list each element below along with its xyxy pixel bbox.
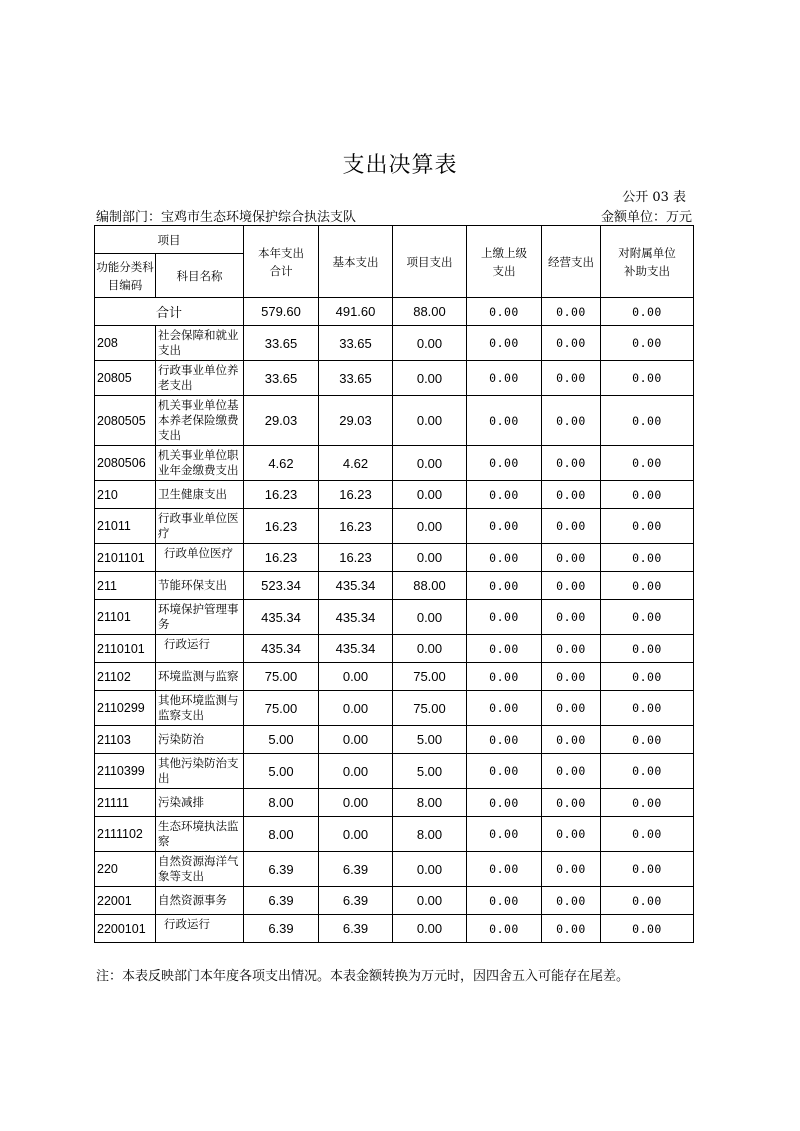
row-value: 0.00: [319, 754, 393, 789]
department-label: 编制部门：宝鸡市生态环境保护综合执法支队: [96, 210, 357, 225]
row-value: 0.00: [393, 446, 467, 481]
row-value: 29.03: [244, 396, 319, 446]
row-value: 435.34: [244, 635, 319, 663]
header-subsidy: [601, 226, 694, 298]
row-value: 16.23: [319, 481, 393, 509]
row-value: 0.00: [467, 852, 542, 887]
header-project: 项目支出: [393, 226, 467, 298]
row-code: 21111: [95, 789, 156, 817]
row-value: 435.34: [244, 600, 319, 635]
row-value: 0.00: [393, 635, 467, 663]
table-row: [95, 635, 694, 663]
row-value: 0.00: [467, 600, 542, 635]
row-value: 8.00: [393, 789, 467, 817]
row-name: 其他环境监测与监察支出: [156, 691, 244, 726]
row-code: 2110399: [95, 754, 156, 789]
row-name: 社会保障和就业支出: [156, 326, 244, 361]
row-name: 行政事业单位养老支出: [156, 361, 244, 396]
row-value: 0.00: [601, 852, 694, 887]
total-row: [95, 298, 694, 326]
row-value: 0.00: [601, 817, 694, 852]
expenditure-table: [94, 225, 694, 943]
row-value: 0.00: [601, 509, 694, 544]
row-value: 33.65: [244, 326, 319, 361]
row-value: 0.00: [601, 887, 694, 915]
header-name: 科目名称: [156, 254, 244, 298]
row-code: 21103: [95, 726, 156, 754]
row-value: 0.00: [319, 663, 393, 691]
row-name: 环境保护管理事务: [156, 600, 244, 635]
row-value: 8.00: [244, 789, 319, 817]
row-value: 6.39: [319, 887, 393, 915]
row-value: 0.00: [467, 887, 542, 915]
row-value: 6.39: [319, 852, 393, 887]
total-cell: 579.60: [244, 298, 319, 326]
header-upper: [467, 226, 542, 298]
table-row: [95, 789, 694, 817]
total-cell: 0.00: [467, 298, 542, 326]
row-value: 0.00: [467, 726, 542, 754]
total-label: 合计: [95, 298, 244, 326]
row-value: 5.00: [244, 726, 319, 754]
row-value: 8.00: [244, 817, 319, 852]
row-value: 0.00: [467, 817, 542, 852]
meta-row: [96, 206, 692, 224]
row-value: 75.00: [244, 691, 319, 726]
row-value: 0.00: [542, 446, 601, 481]
row-value: 16.23: [319, 544, 393, 572]
row-code: 2110299: [95, 691, 156, 726]
row-name: 自然资源事务: [156, 887, 244, 915]
row-value: 435.34: [319, 600, 393, 635]
table-row: [95, 726, 694, 754]
row-value: 0.00: [601, 635, 694, 663]
table-row: [95, 887, 694, 915]
row-value: 0.00: [542, 754, 601, 789]
page-title: 支出决算表: [342, 153, 458, 178]
row-value: 4.62: [319, 446, 393, 481]
row-value: 0.00: [601, 326, 694, 361]
row-name: 卫生健康支出: [156, 481, 244, 509]
row-code: 2110101: [95, 635, 156, 663]
row-value: 0.00: [393, 600, 467, 635]
row-value: 0.00: [542, 726, 601, 754]
row-value: 75.00: [393, 691, 467, 726]
row-value: 6.39: [244, 852, 319, 887]
table-row: [95, 915, 694, 943]
row-value: 0.00: [393, 361, 467, 396]
row-name: 环境监测与监察: [156, 663, 244, 691]
row-name: 行政事业单位医疗: [156, 509, 244, 544]
row-code: 22001: [95, 887, 156, 915]
row-value: 5.00: [393, 726, 467, 754]
row-value: 0.00: [542, 887, 601, 915]
row-value: 0.00: [467, 481, 542, 509]
row-value: 29.03: [319, 396, 393, 446]
row-name: 行政单位医疗: [156, 544, 244, 572]
total-cell: 491.60: [319, 298, 393, 326]
row-value: 8.00: [393, 817, 467, 852]
table-row: [95, 754, 694, 789]
header-item: 项目: [95, 226, 244, 254]
row-value: 16.23: [244, 544, 319, 572]
total-cell: 88.00: [393, 298, 467, 326]
row-value: 0.00: [393, 326, 467, 361]
row-code: 2080505: [95, 396, 156, 446]
row-value: 0.00: [393, 544, 467, 572]
row-value: 0.00: [393, 481, 467, 509]
row-value: 0.00: [319, 691, 393, 726]
table-row: [95, 691, 694, 726]
header-code: [95, 254, 156, 298]
unit-label: 金额单位：万元: [600, 210, 692, 225]
table-row: [95, 544, 694, 572]
row-value: 0.00: [467, 663, 542, 691]
table-row: [95, 326, 694, 361]
row-code: 211: [95, 572, 156, 600]
row-name: 机关事业单位职业年金缴费支出: [156, 446, 244, 481]
table-row: [95, 817, 694, 852]
row-value: 0.00: [467, 446, 542, 481]
row-value: 0.00: [319, 789, 393, 817]
header-code-label: 功能分类科目编码: [96, 259, 154, 292]
row-value: 0.00: [542, 396, 601, 446]
table-row: [95, 396, 694, 446]
row-value: 0.00: [542, 817, 601, 852]
row-code: 2200101: [95, 915, 156, 943]
row-value: 0.00: [467, 691, 542, 726]
row-value: 75.00: [393, 663, 467, 691]
row-code: 21102: [95, 663, 156, 691]
row-value: 0.00: [542, 691, 601, 726]
row-value: 0.00: [393, 396, 467, 446]
row-value: 0.00: [601, 754, 694, 789]
row-value: 88.00: [393, 572, 467, 600]
header-total: [244, 226, 319, 298]
header-subsidy-label: 对附属单位补助支出: [618, 245, 676, 278]
row-value: 0.00: [393, 915, 467, 943]
row-name: 行政运行: [156, 635, 244, 663]
row-value: 33.65: [244, 361, 319, 396]
row-value: 0.00: [601, 789, 694, 817]
row-value: 0.00: [542, 635, 601, 663]
row-value: 0.00: [319, 817, 393, 852]
table-row: [95, 446, 694, 481]
row-value: 0.00: [542, 572, 601, 600]
row-value: 0.00: [601, 572, 694, 600]
row-value: 0.00: [542, 789, 601, 817]
row-name: 污染防治: [156, 726, 244, 754]
row-value: 0.00: [467, 635, 542, 663]
header-upper-label: 上缴上级支出: [481, 245, 527, 278]
row-value: 0.00: [542, 509, 601, 544]
row-name: 机关事业单位基本养老保险缴费支出: [156, 396, 244, 446]
total-cell: 0.00: [601, 298, 694, 326]
row-value: 0.00: [601, 481, 694, 509]
row-value: 16.23: [244, 481, 319, 509]
row-value: 5.00: [244, 754, 319, 789]
header-total-label: 本年支出合计: [258, 245, 304, 278]
form-number: 公开 03 表: [622, 190, 686, 205]
table-row: [95, 361, 694, 396]
row-value: 16.23: [244, 509, 319, 544]
row-code: 208: [95, 326, 156, 361]
row-code: 220: [95, 852, 156, 887]
row-name: 行政运行: [156, 915, 244, 943]
row-value: 0.00: [467, 396, 542, 446]
row-value: 0.00: [467, 754, 542, 789]
footnote: 注：本表反映部门本年度各项支出情况。本表金额转换为万元时，因四舍五入可能存在尾差。: [96, 969, 630, 984]
row-value: 0.00: [601, 915, 694, 943]
row-value: 0.00: [542, 852, 601, 887]
row-value: 0.00: [467, 789, 542, 817]
row-code: 210: [95, 481, 156, 509]
row-name: 其他污染防治支出: [156, 754, 244, 789]
row-value: 0.00: [601, 396, 694, 446]
table-row: [95, 600, 694, 635]
row-value: 0.00: [601, 600, 694, 635]
row-value: 0.00: [393, 887, 467, 915]
row-code: 2080506: [95, 446, 156, 481]
row-code: 2101101: [95, 544, 156, 572]
row-value: 16.23: [319, 509, 393, 544]
row-value: 435.34: [319, 572, 393, 600]
row-code: 21011: [95, 509, 156, 544]
row-value: 523.34: [244, 572, 319, 600]
row-value: 4.62: [244, 446, 319, 481]
row-value: 0.00: [467, 509, 542, 544]
row-name: 生态环境执法监察: [156, 817, 244, 852]
row-code: 20805: [95, 361, 156, 396]
table-row: [95, 663, 694, 691]
row-name: 节能环保支出: [156, 572, 244, 600]
row-value: 0.00: [542, 326, 601, 361]
row-code: 21101: [95, 600, 156, 635]
row-value: 0.00: [542, 600, 601, 635]
row-value: 6.39: [319, 915, 393, 943]
row-value: 0.00: [467, 544, 542, 572]
row-value: 0.00: [601, 663, 694, 691]
row-value: 33.65: [319, 361, 393, 396]
row-value: 33.65: [319, 326, 393, 361]
row-value: 0.00: [393, 852, 467, 887]
header-basic: 基本支出: [319, 226, 393, 298]
row-value: 0.00: [319, 726, 393, 754]
header-business: 经营支出: [542, 226, 601, 298]
row-value: 75.00: [244, 663, 319, 691]
row-value: 0.00: [542, 481, 601, 509]
table-row: [95, 509, 694, 544]
row-value: 0.00: [542, 361, 601, 396]
table-row: [95, 481, 694, 509]
row-value: 0.00: [393, 509, 467, 544]
row-value: 0.00: [467, 915, 542, 943]
table-row: [95, 572, 694, 600]
row-value: 0.00: [542, 663, 601, 691]
row-value: 0.00: [467, 326, 542, 361]
row-value: 0.00: [601, 726, 694, 754]
row-value: 0.00: [542, 915, 601, 943]
row-code: 2111102: [95, 817, 156, 852]
row-value: 0.00: [542, 544, 601, 572]
row-value: 6.39: [244, 915, 319, 943]
row-name: 自然资源海洋气象等支出: [156, 852, 244, 887]
row-value: 0.00: [467, 572, 542, 600]
total-cell: 0.00: [542, 298, 601, 326]
row-value: 6.39: [244, 887, 319, 915]
row-name: 污染减排: [156, 789, 244, 817]
row-value: 5.00: [393, 754, 467, 789]
row-value: 0.00: [467, 361, 542, 396]
row-value: 435.34: [319, 635, 393, 663]
row-value: 0.00: [601, 446, 694, 481]
row-value: 0.00: [601, 544, 694, 572]
row-value: 0.00: [601, 361, 694, 396]
table-row: [95, 852, 694, 887]
row-value: 0.00: [601, 691, 694, 726]
